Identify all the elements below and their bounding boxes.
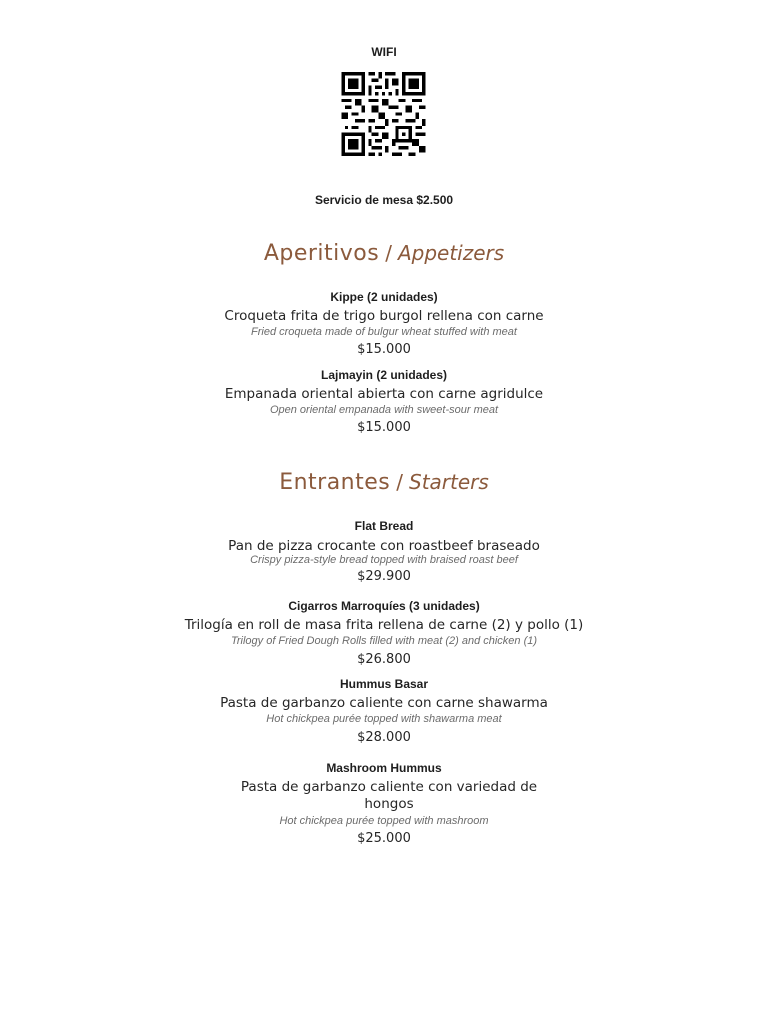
section-title-appetizers — [0, 240, 768, 266]
item-desc-en: Hot chickpea purée topped with mashroom — [279, 815, 489, 827]
item-desc: Croqueta frita de trigo burgol rellena con carne — [224, 308, 544, 324]
item-name: Kippe (2 unidades) — [330, 290, 438, 304]
item-name: Lajmayin (2 unidades) — [320, 368, 448, 382]
item-desc-en: Crispy pizza-style bread topped with braised roast beef — [250, 554, 518, 566]
section-title-es: Aperitivos — [263, 241, 380, 266]
section-title-en: Starters — [409, 470, 489, 494]
item-price: $15.000 — [357, 342, 411, 357]
item-desc: Pan de pizza crocante con roastbeef braseado — [228, 538, 540, 554]
item-desc: Trilogía en roll de masa frita rellena de carne (2) y pollo (1) — [184, 617, 584, 633]
service-charge: Servicio de mesa $2.500 — [314, 193, 454, 207]
item-desc-en: Hot chickpea purée topped with shawarma meat — [266, 713, 502, 725]
item-desc-en: Open oriental empanada with sweet-sour meat — [269, 404, 499, 416]
item-price: $28.000 — [357, 730, 411, 745]
item-name: Mashroom Hummus — [326, 761, 442, 775]
item-price: $26.800 — [357, 652, 411, 667]
item-price: $15.000 — [357, 420, 411, 435]
section-title-starters — [0, 469, 768, 495]
item-desc: Empanada oriental abierta con carne agridulce — [224, 386, 544, 402]
item-desc: Pasta de garbanzo caliente con variedad de hongos — [240, 779, 538, 812]
section-title-en: Appetizers — [397, 241, 505, 265]
section-title-separator: / — [385, 241, 392, 265]
item-desc-en: Fried croqueta made of bulgur wheat stuffed with meat — [251, 326, 517, 338]
wifi-label: WIFI — [371, 45, 397, 59]
section-title-separator: / — [396, 470, 403, 494]
item-name: Cigarros Marroquíes (3 unidades) — [288, 599, 480, 613]
qr-code-icon[interactable] — [339, 72, 428, 156]
item-name: Flat Bread — [354, 519, 414, 533]
section-title-es: Entrantes — [279, 470, 391, 495]
item-desc: Pasta de garbanzo caliente con carne shawarma — [220, 695, 548, 711]
item-desc-en: Trilogy of Fried Dough Rolls filled with meat (2) and chicken (1) — [230, 635, 538, 647]
item-name: Hummus Basar — [339, 677, 429, 691]
item-price: $25.000 — [357, 831, 411, 846]
item-price: $29.900 — [357, 569, 411, 584]
